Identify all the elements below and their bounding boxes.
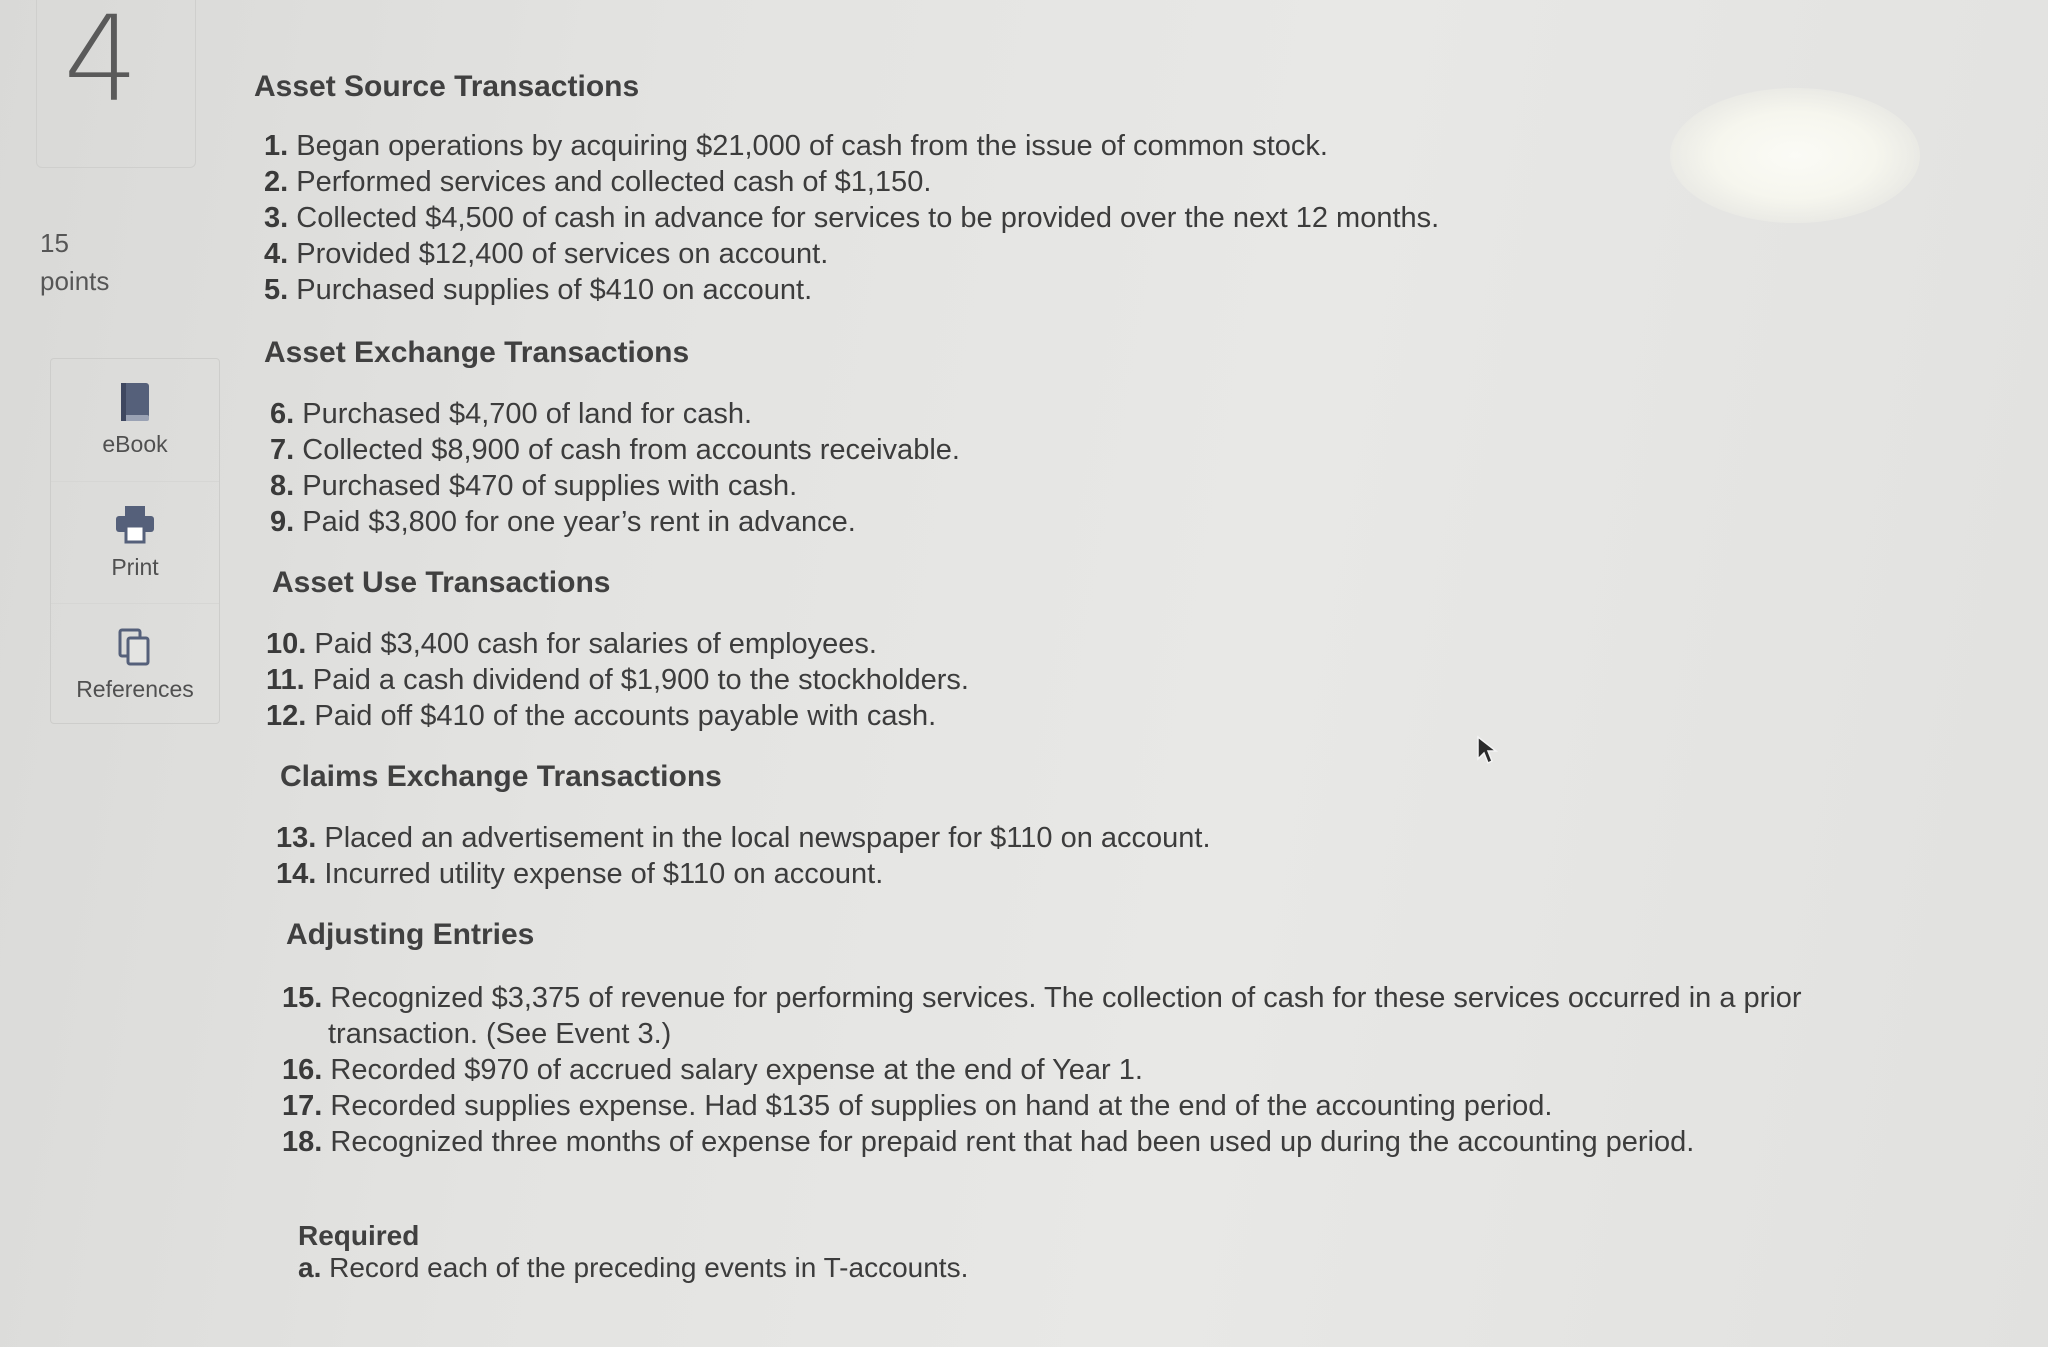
tools-panel: [50, 358, 220, 724]
section-title: Asset Source Transactions: [254, 70, 640, 103]
list-item: 11. Paid a cash dividend of $1,900 to the stockholders.: [266, 664, 969, 696]
list-item: 15. Recognized $3,375 of revenue for performing services. The collection of cash for these services occurred in a prior transaction. (See Event 3.): [282, 982, 1802, 1050]
points-label: points: [40, 266, 110, 296]
section-title: Asset Exchange Transactions: [264, 336, 690, 369]
ebook-button[interactable]: [51, 359, 219, 481]
points-display: [40, 224, 109, 300]
copy-icon: [115, 626, 155, 675]
question-content: [254, 70, 2014, 1284]
list-item: 3. Collected $4,500 of cash in advance for services to be provided over the next 12 months.: [264, 202, 1440, 234]
section-title: Claims Exchange Transactions: [280, 760, 722, 793]
list-item: 7. Collected $8,900 of cash from accounts receivable.: [270, 434, 960, 466]
section-title: Asset Use Transactions: [272, 566, 611, 599]
required-item: a. Record each of the preceding events in T-accounts.: [298, 1252, 969, 1283]
list-item: 6. Purchased $4,700 of land for cash.: [270, 398, 753, 430]
adjusting-entries-list: [282, 980, 2014, 1160]
question-number-box: [36, 0, 196, 168]
list-item: 9. Paid $3,800 for one year’s rent in advance.: [270, 506, 856, 538]
list-item: 17. Recorded supplies expense. Had $135 of supplies on hand at the end of the accounting period.: [282, 1090, 1553, 1122]
mouse-pointer-icon: [1476, 735, 1498, 770]
references-button[interactable]: [51, 603, 219, 726]
print-label: Print: [111, 554, 159, 580]
list-item: 2. Performed services and collected cash of $1,150.: [264, 166, 932, 198]
list-item: 13. Placed an advertisement in the local newspaper for $110 on account.: [276, 822, 1211, 854]
required-title: Required: [298, 1220, 420, 1251]
list-item: 5. Purchased supplies of $410 on account.: [264, 274, 813, 306]
list-item: 12. Paid off $410 of the accounts payable with cash.: [266, 700, 937, 732]
required-section: [298, 1220, 2014, 1284]
list-item: 4. Provided $12,400 of services on account.: [264, 238, 829, 270]
asset-exchange-list: [270, 396, 2014, 540]
list-item: 8. Purchased $470 of supplies with cash.: [270, 470, 798, 502]
points-value: 15: [40, 228, 69, 258]
list-item: 14. Incurred utility expense of $110 on account.: [276, 858, 884, 890]
list-item: 1. Began operations by acquiring $21,000 of cash from the issue of common stock.: [264, 130, 1328, 162]
asset-use-list: [266, 626, 2014, 734]
print-button[interactable]: [51, 481, 219, 604]
printer-icon: [113, 504, 157, 549]
claims-exchange-list: [276, 820, 2014, 892]
references-label: References: [76, 676, 194, 702]
section-title: Adjusting Entries: [286, 918, 535, 951]
book-icon: [115, 381, 155, 430]
list-item: 10. Paid $3,400 cash for salaries of employees.: [266, 628, 877, 660]
ebook-label: eBook: [102, 431, 168, 457]
question-number: 4: [63, 0, 139, 128]
asset-source-list: [264, 128, 2014, 308]
list-item: 16. Recorded $970 of accrued salary expense at the end of Year 1.: [282, 1054, 1143, 1086]
list-item: 18. Recognized three months of expense for prepaid rent that had been used up during the accounting period.: [282, 1126, 1695, 1158]
